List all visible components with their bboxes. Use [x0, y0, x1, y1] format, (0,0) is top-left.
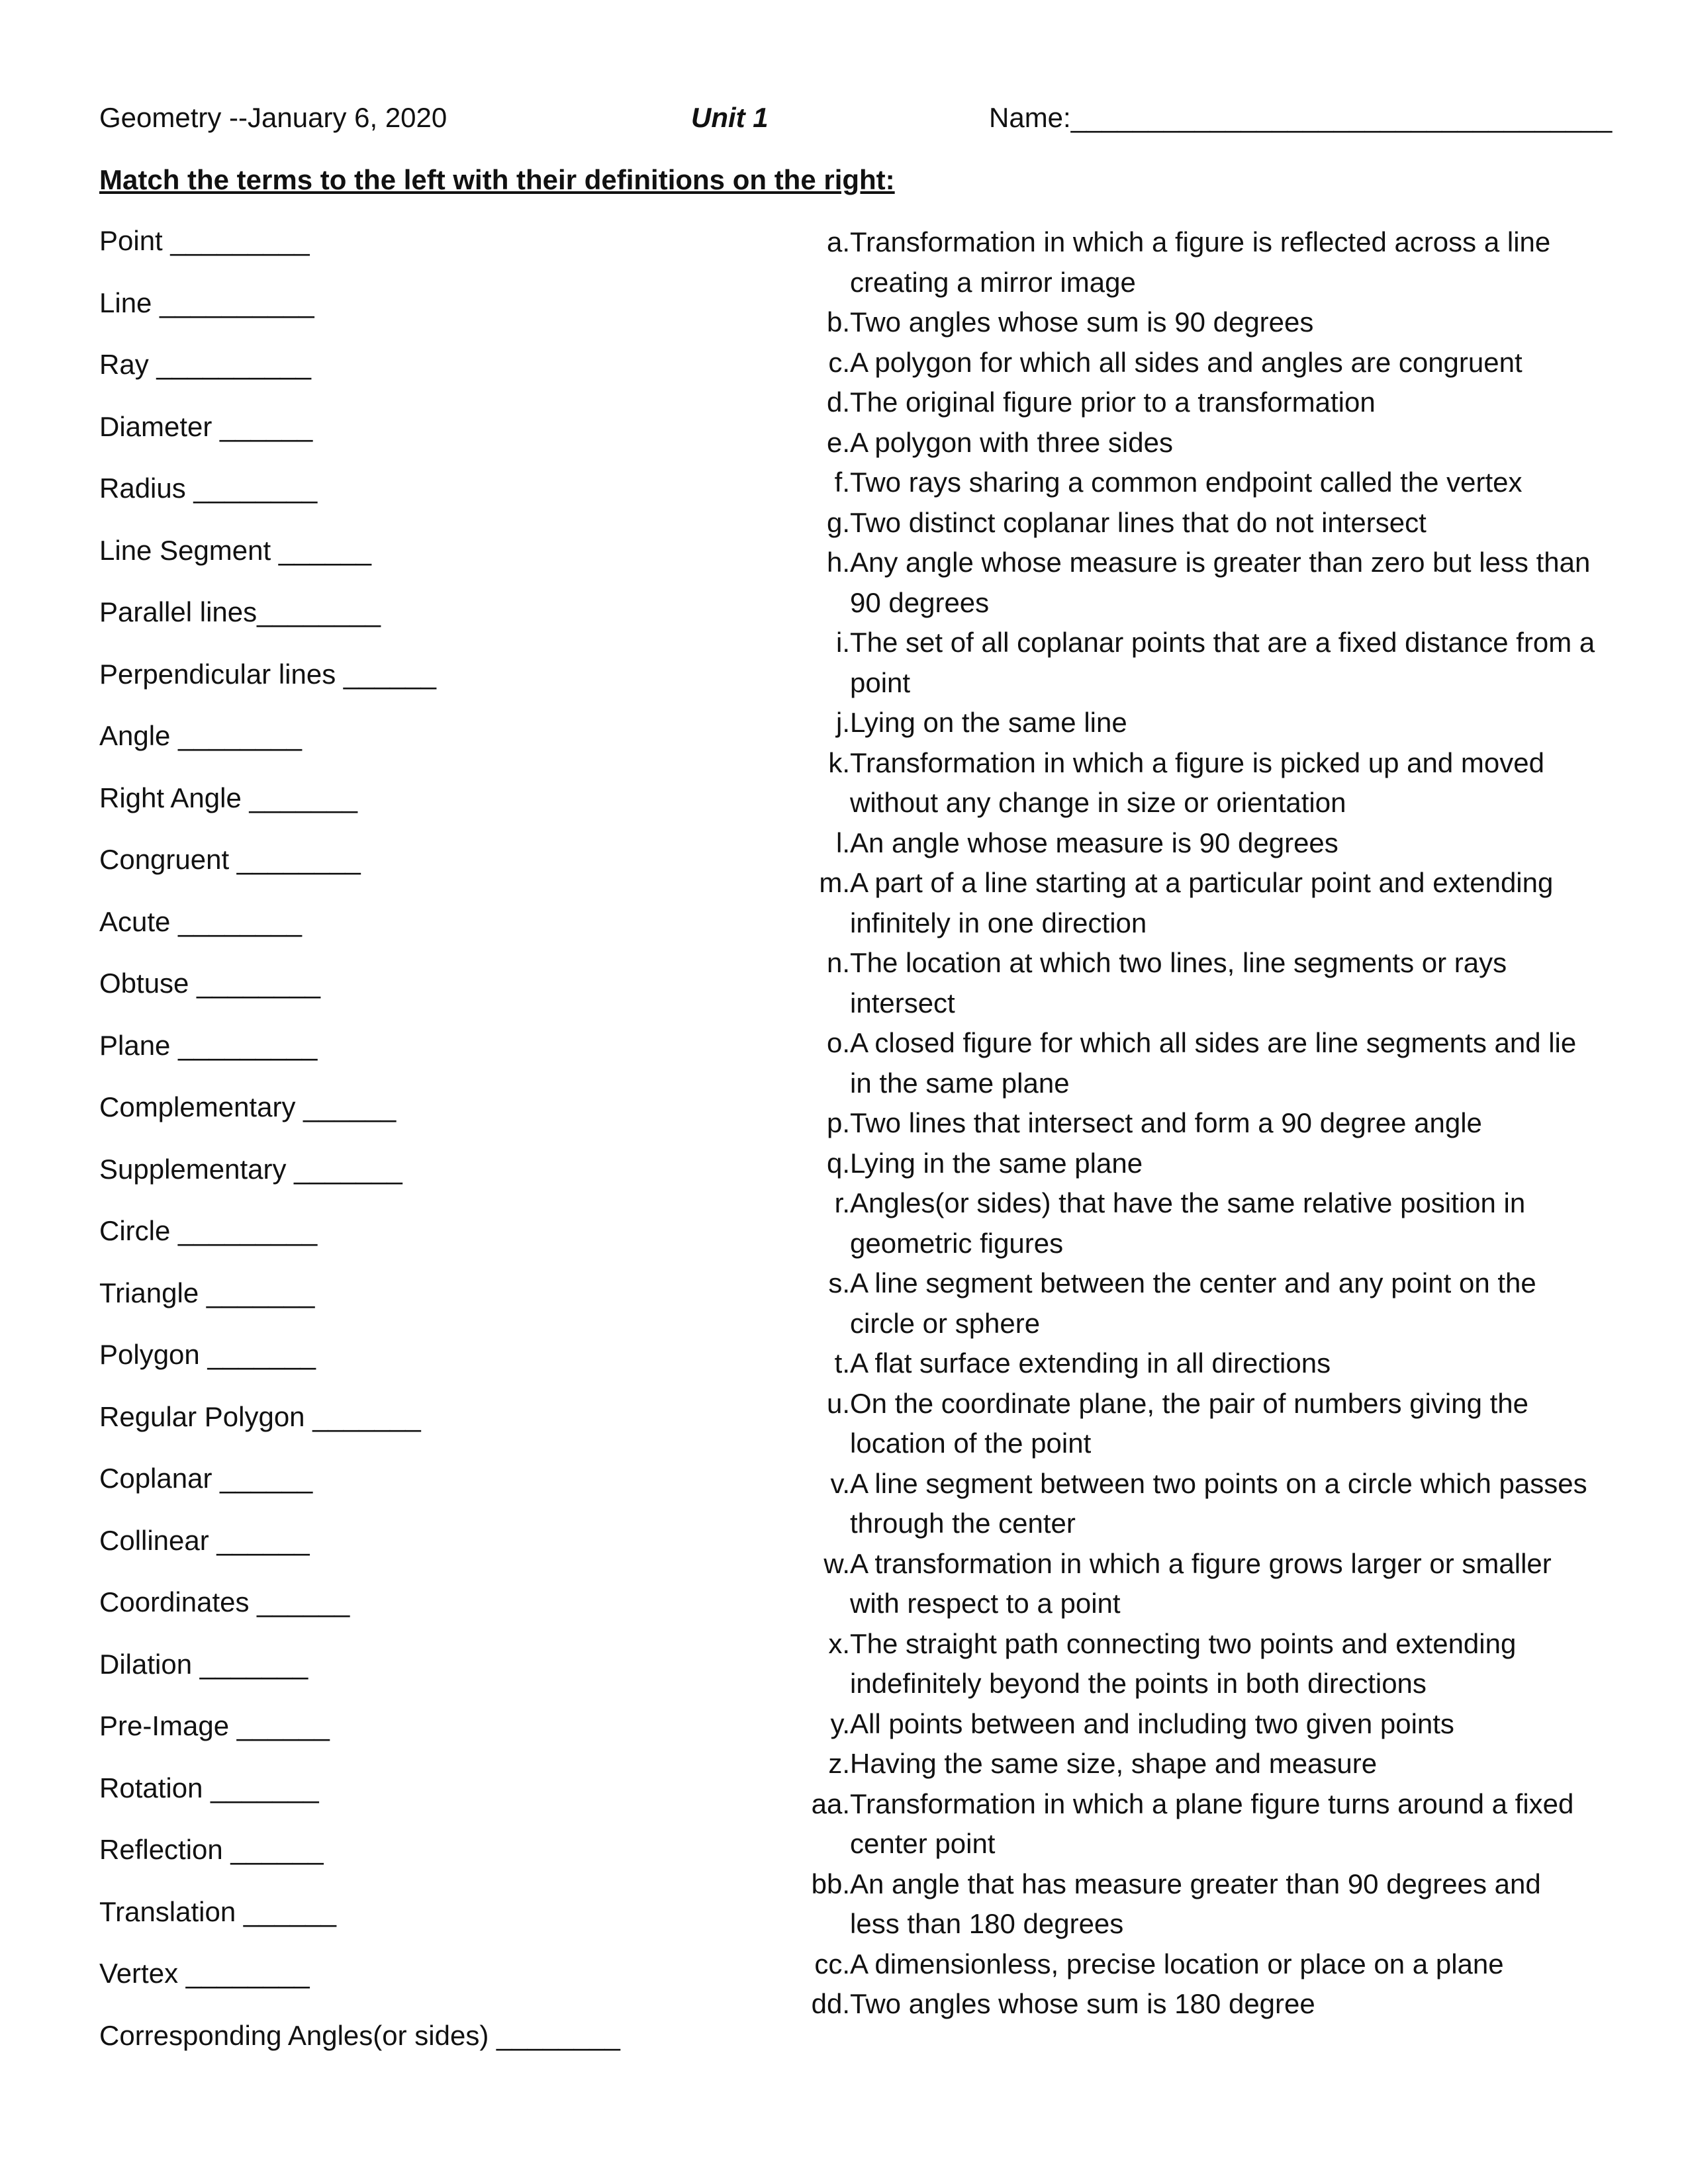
- term-item: Coordinates ______: [99, 1586, 350, 1617]
- definition-letter: j.: [836, 707, 850, 738]
- definition-letter: x.: [828, 1627, 850, 1659]
- term-item: Obtuse ________: [99, 968, 320, 999]
- definition-text: An angle whose measure is 90 degrees: [850, 827, 1338, 858]
- definition-letter: c.: [828, 346, 850, 378]
- definition-text: All points between and including two given points: [850, 1707, 1454, 1739]
- definition-text: A line segment between the center and any point on the circle or sphere: [850, 1267, 1536, 1339]
- term-item: Diameter ______: [99, 410, 313, 442]
- definition-text: Any angle whose measure is greater than zero but less than 90 degrees: [850, 547, 1591, 618]
- definition-text: Lying in the same plane: [850, 1147, 1143, 1179]
- term-item: Regular Polygon _______: [99, 1400, 421, 1432]
- definition-letter: p.: [826, 1107, 850, 1138]
- definition-letter: r.: [834, 1187, 850, 1218]
- definition-text: A polygon for which all sides and angles are congruent: [850, 346, 1523, 378]
- term-item: Parallel lines________: [99, 596, 381, 627]
- definition-item: [794, 943, 1595, 1023]
- term-item: Rotation _______: [99, 1772, 319, 1803]
- definition-text: Two lines that intersect and form a 90 degree angle: [850, 1107, 1482, 1138]
- term-item: Vertex ________: [99, 1958, 310, 1989]
- term-item: Polygon _______: [99, 1339, 316, 1370]
- term-item: Right Angle _______: [99, 782, 357, 813]
- definition-letter: l.: [836, 827, 850, 858]
- definition-letter: o.: [826, 1027, 850, 1058]
- definition-item: [794, 1544, 1595, 1624]
- term-item: Supplementary _______: [99, 1153, 402, 1185]
- definition-item: [794, 1263, 1595, 1343]
- definition-letter: s.: [828, 1267, 850, 1298]
- definition-text: Two angles whose sum is 90 degrees: [850, 306, 1314, 338]
- terms-list: [99, 222, 761, 2079]
- definition-letter: g.: [826, 506, 850, 538]
- definition-letter: t.: [834, 1347, 850, 1379]
- definition-text: A polygon with three sides: [850, 426, 1173, 458]
- definition-letter: dd.: [811, 1988, 850, 2019]
- definition-text: An angle that has measure greater than 90 degrees and less than 180 degrees: [850, 1868, 1541, 1939]
- definition-letter: m.: [819, 867, 850, 898]
- term-item: Line Segment ______: [99, 534, 371, 566]
- definition-text: Lying on the same line: [850, 707, 1127, 738]
- definition-item: [794, 703, 1595, 743]
- definition-item: [794, 1103, 1595, 1144]
- definition-text: A dimensionless, precise location or place on a plane: [850, 1948, 1504, 1979]
- definition-item: [794, 1864, 1595, 1944]
- definition-letter: q.: [826, 1147, 850, 1179]
- definition-item: [794, 623, 1595, 703]
- definition-item: [794, 543, 1595, 623]
- term-item: Congruent ________: [99, 844, 361, 875]
- definition-letter: d.: [826, 387, 850, 418]
- definition-item: [794, 1944, 1595, 1985]
- definition-text: Having the same size, shape and measure: [850, 1748, 1378, 1779]
- definition-item: [794, 423, 1595, 463]
- definition-item: [794, 1343, 1595, 1384]
- term-item: Complementary ______: [99, 1091, 397, 1122]
- definition-item: [794, 1144, 1595, 1184]
- definition-text: A transformation in which a figure grows larger or smaller with respect to a point: [850, 1547, 1552, 1619]
- definition-letter: f.: [834, 467, 850, 498]
- definition-letter: cc.: [814, 1948, 850, 1979]
- term-item: Reflection ______: [99, 1834, 324, 1865]
- term-item: Triangle _______: [99, 1277, 315, 1308]
- definition-letter: n.: [826, 947, 850, 978]
- definition-letter: v.: [830, 1467, 850, 1499]
- definition-letter: y.: [830, 1707, 850, 1739]
- definition-item: [794, 823, 1595, 864]
- instructions: Match the terms to the left with their definitions on the right:: [99, 164, 895, 195]
- definition-text: The straight path connecting two points and extending indefinitely beyond the points in both directions: [850, 1627, 1517, 1699]
- definition-item: [794, 383, 1595, 423]
- definition-text: Transformation in which a figure is picked up and moved without any change in size or orientation: [850, 747, 1544, 818]
- definition-letter: aa.: [811, 1788, 850, 1819]
- definition-text: Transformation in which a figure is reflected across a line creating a mirror image: [850, 226, 1551, 298]
- term-item: Collinear ______: [99, 1524, 310, 1556]
- term-item: Point _________: [99, 225, 310, 256]
- definition-letter: z.: [828, 1748, 850, 1779]
- definition-letter: u.: [826, 1387, 850, 1419]
- term-item: Translation ______: [99, 1895, 337, 1927]
- definition-item: [794, 1704, 1595, 1745]
- definition-letter: w.: [823, 1547, 850, 1579]
- term-item: Radius ________: [99, 473, 318, 504]
- definition-text: The set of all coplanar points that are a fixed distance from a point: [850, 627, 1595, 698]
- definition-text: Angles(or sides) that have the same relative position in geometric figures: [850, 1187, 1526, 1259]
- definition-text: A flat surface extending in all directions: [850, 1347, 1331, 1379]
- definition-letter: i.: [836, 627, 850, 658]
- term-item: Corresponding Angles(or sides) ________: [99, 2019, 620, 2051]
- definition-item: [794, 343, 1595, 383]
- definition-item: [794, 863, 1595, 943]
- definition-item: [794, 1183, 1595, 1263]
- term-item: Line __________: [99, 287, 314, 318]
- definition-item: [794, 1784, 1595, 1864]
- definition-item: [794, 503, 1595, 543]
- definition-text: A line segment between two points on a circle which passes through the center: [850, 1467, 1587, 1539]
- term-item: Circle _________: [99, 1215, 318, 1246]
- definition-text: The original figure prior to a transformation: [850, 387, 1376, 418]
- definition-text: Transformation in which a plane figure turns around a fixed center point: [850, 1788, 1574, 1859]
- term-item: Ray __________: [99, 349, 311, 380]
- definition-text: The location at which two lines, line segments or rays intersect: [850, 947, 1507, 1019]
- definition-item: [794, 463, 1595, 503]
- term-item: Acute ________: [99, 905, 302, 937]
- definition-item: [794, 1744, 1595, 1784]
- definition-item: [794, 1464, 1595, 1544]
- name-field: Name:___________________________________: [989, 102, 1613, 133]
- definition-text: On the coordinate plane, the pair of numbers giving the location of the point: [850, 1387, 1528, 1459]
- definition-text: A closed figure for which all sides are line segments and lie in the same plane: [850, 1027, 1577, 1099]
- definition-letter: e.: [826, 426, 850, 458]
- term-item: Perpendicular lines ______: [99, 658, 437, 690]
- definition-text: A part of a line starting at a particular point and extending infinitely in one direction: [850, 867, 1554, 938]
- definition-item: [794, 1384, 1595, 1464]
- term-item: Plane _________: [99, 1029, 318, 1061]
- term-item: Coplanar ______: [99, 1463, 313, 1494]
- definition-letter: a.: [826, 226, 850, 257]
- definition-letter: b.: [826, 306, 850, 338]
- term-item: Dilation _______: [99, 1648, 308, 1680]
- definition-item: [794, 302, 1595, 343]
- definition-item: [794, 1023, 1595, 1103]
- definition-text: Two rays sharing a common endpoint called the vertex: [850, 467, 1523, 498]
- definition-text: Two distinct coplanar lines that do not intersect: [850, 506, 1427, 538]
- term-item: Angle ________: [99, 720, 302, 751]
- definition-letter: h.: [826, 547, 850, 578]
- definition-item: [794, 1624, 1595, 1704]
- definition-letter: bb.: [811, 1868, 850, 1899]
- definition-item: [794, 222, 1595, 302]
- definition-item: [794, 743, 1595, 823]
- term-item: Pre-Image ______: [99, 1710, 330, 1741]
- definition-item: [794, 1984, 1595, 2025]
- definition-text: Two angles whose sum is 180 degree: [850, 1988, 1315, 2019]
- unit-title: Unit 1: [691, 102, 769, 133]
- definition-letter: k.: [828, 747, 850, 778]
- definitions-list: [794, 222, 1595, 2025]
- course-date: Geometry --January 6, 2020: [99, 102, 447, 133]
